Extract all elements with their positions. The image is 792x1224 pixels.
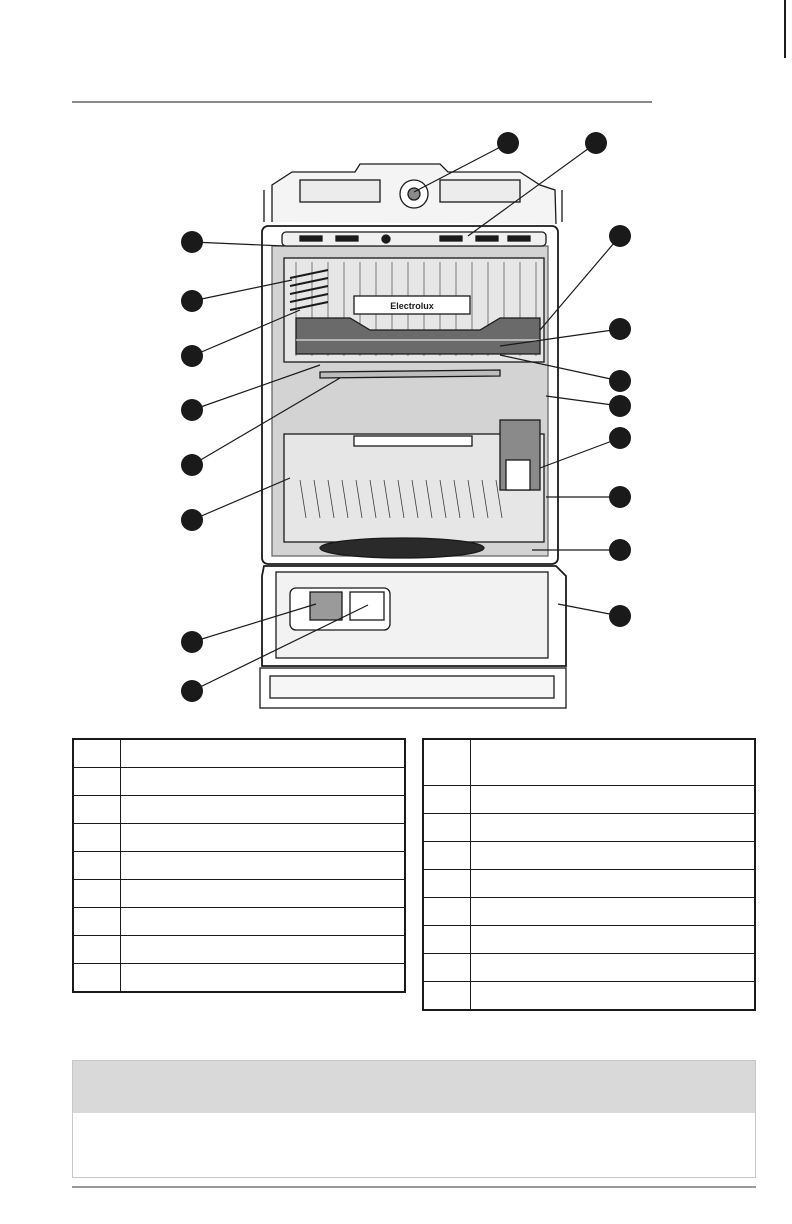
table-row [423,739,755,786]
part-name [471,898,756,926]
table-row [423,898,755,926]
part-name [121,824,406,852]
table-row [423,926,755,954]
callout-left-5 [181,454,203,476]
part-number [423,814,471,842]
part-number [73,964,121,993]
callout-left-3 [181,345,203,367]
part-name [121,936,406,964]
table-row [423,786,755,814]
callout-left-2 [181,290,203,312]
part-name [121,739,406,768]
table-row [73,936,405,964]
callout-left-1 [181,231,203,253]
callout-right-3 [609,370,631,392]
part-name [471,842,756,870]
lower-rack-handle [354,436,472,446]
parts-table-right [422,738,756,1011]
part-name [121,768,406,796]
table-row [423,982,755,1011]
part-number [73,768,121,796]
brand-badge-text: Electrolux [390,301,434,311]
callout-left-7 [181,631,203,653]
footer-rule [72,1186,756,1188]
callout-right-5 [609,427,631,449]
part-number [423,954,471,982]
callout-right-2 [609,318,631,340]
table-row [423,870,755,898]
table-row [73,768,405,796]
lower-spray-arm [320,538,484,558]
part-number [423,898,471,926]
part-name [471,786,756,814]
part-number [423,842,471,870]
callout-right-4 [609,395,631,417]
part-name [121,908,406,936]
note-body [73,1113,755,1133]
table-row [73,739,405,768]
part-name [471,814,756,842]
callout-top-1 [497,132,519,154]
part-number [423,786,471,814]
callout-left-8 [181,680,203,702]
table-row [73,880,405,908]
part-name [471,739,756,786]
part-number [423,926,471,954]
table-row [73,824,405,852]
part-number [73,852,121,880]
part-number [73,739,121,768]
part-number [423,870,471,898]
middle-spray-arm [320,370,500,378]
part-number [73,824,121,852]
part-name [471,870,756,898]
table-row [73,908,405,936]
callout-right-7 [609,539,631,561]
table-row [73,964,405,993]
part-number [423,739,471,786]
callout-left-4 [181,399,203,421]
callout-top-2 [585,132,607,154]
part-name [121,880,406,908]
parts-table-left [72,738,406,993]
table-row [73,852,405,880]
part-name [471,982,756,1011]
control-strip [282,232,546,246]
part-number [73,880,121,908]
table-row [73,796,405,824]
part-name [121,852,406,880]
table-row [423,814,755,842]
callout-right-6 [609,486,631,508]
table-row [423,842,755,870]
part-number [73,908,121,936]
part-name [471,954,756,982]
part-name [471,926,756,954]
note-box [72,1060,756,1178]
top-frame [264,164,562,224]
part-number [73,796,121,824]
part-name [121,796,406,824]
note-heading [73,1061,755,1113]
table-row [423,954,755,982]
part-number [73,936,121,964]
detergent-cup [310,592,342,620]
part-name [121,964,406,993]
callout-left-6 [181,509,203,531]
callout-right-1 [609,225,631,247]
part-number [423,982,471,1011]
callout-right-8 [609,605,631,627]
